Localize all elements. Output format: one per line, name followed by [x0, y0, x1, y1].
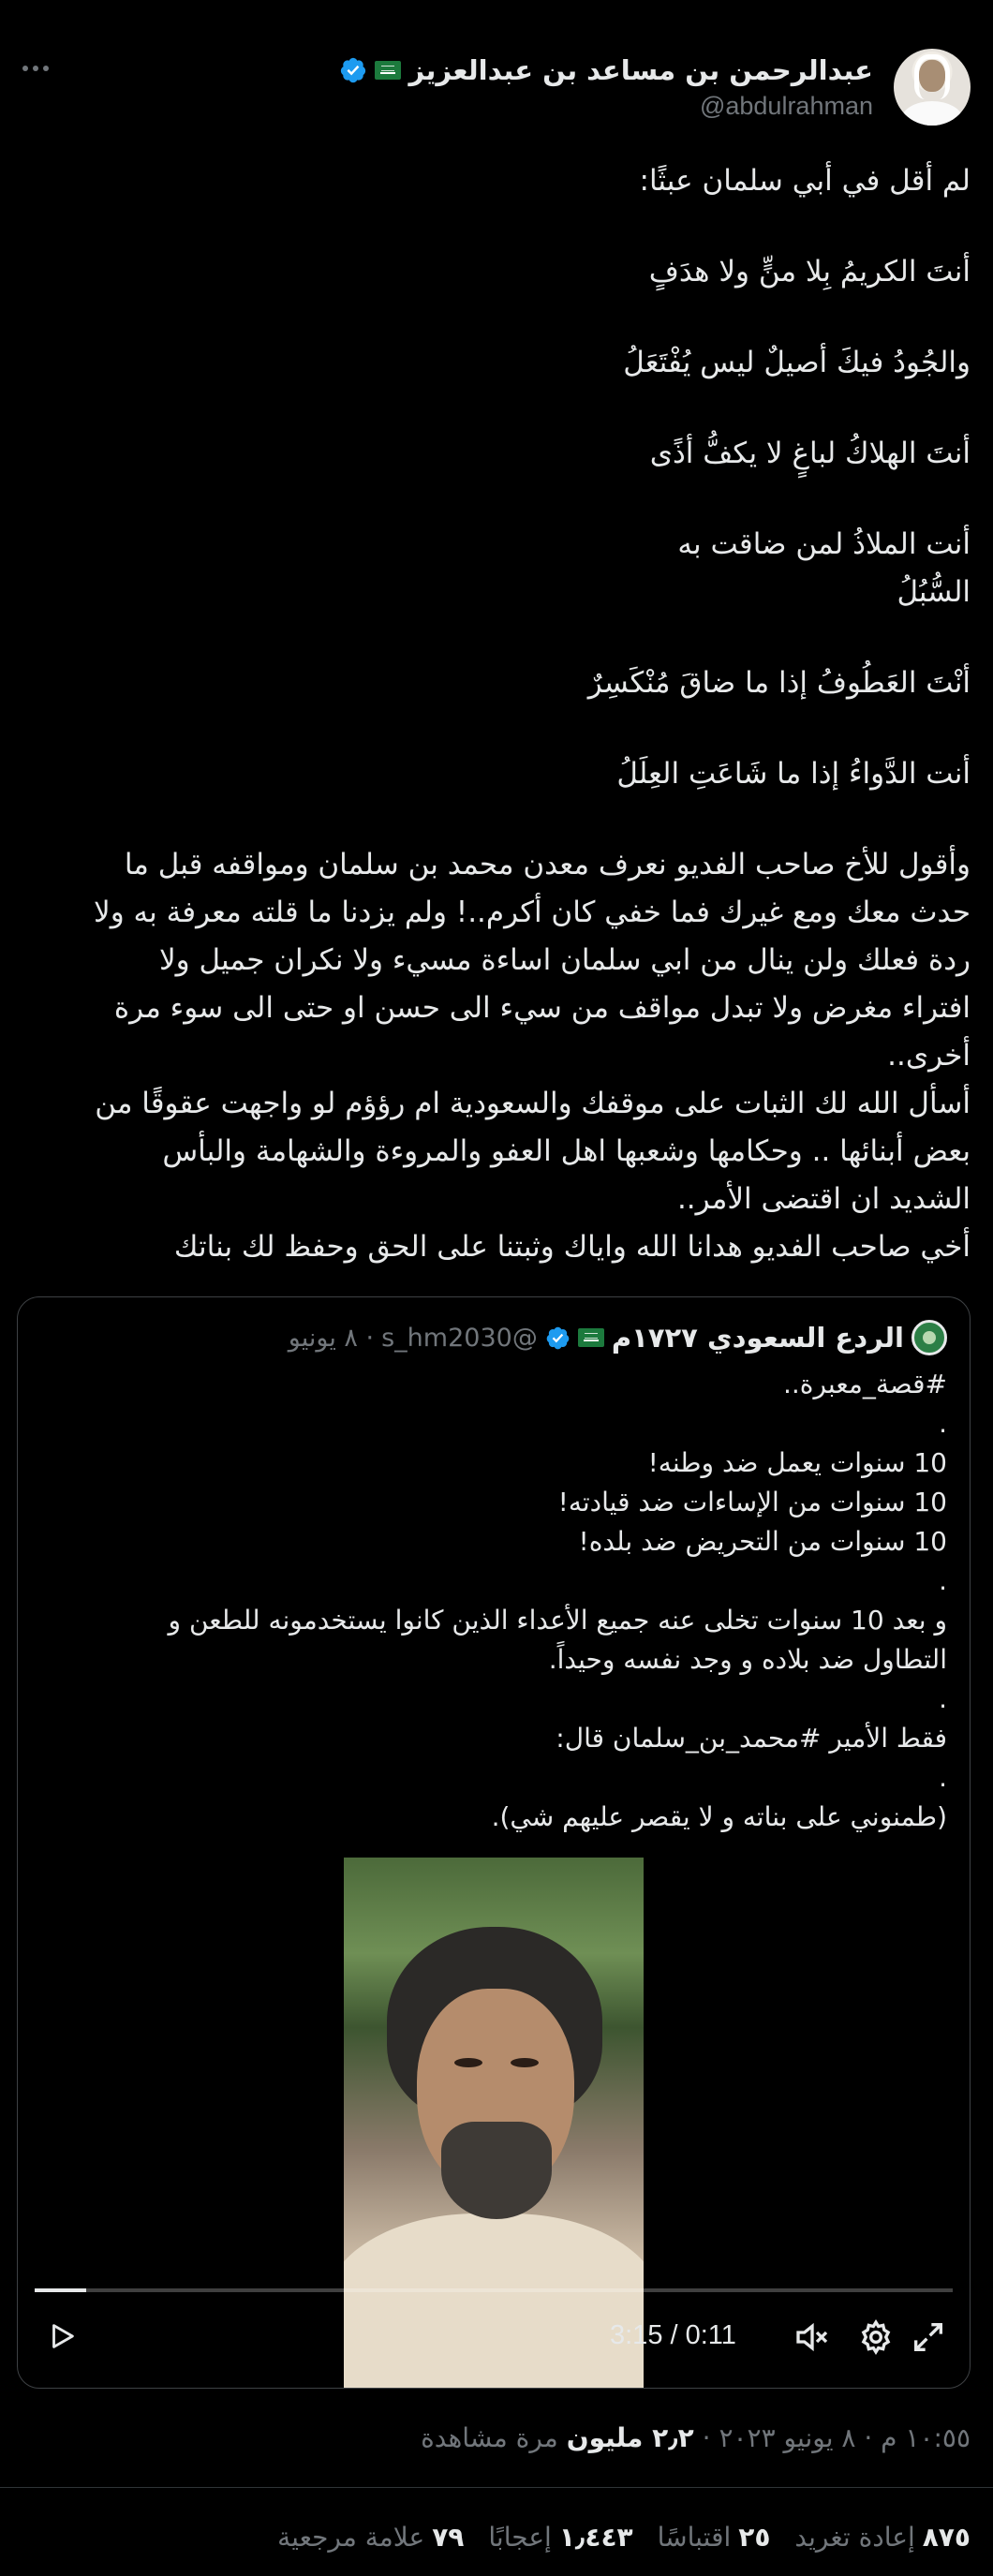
views-count: ٢٫٢ مليون [566, 2422, 694, 2453]
quoted-text-line: و بعد 10 سنوات تخلى عنه جميع الأعداء الذين كانوا يستخدمونه للطعن و [168, 1605, 947, 1636]
tweet-meta: ١٠:٥٥ م · ٨ يونيو ٢٠٢٣ · ٢٫٢ مليون مرة مشاهدة [421, 2422, 971, 2453]
quoted-text-line: 10 سنوات يعمل ضد وطنه! [647, 1447, 947, 1478]
tweet-text-line: لم أقل في أبي سلمان عبثًا: [639, 164, 971, 198]
tweet-text-line [15, 387, 971, 430]
quoted-text-line: . [939, 1762, 947, 1793]
quoted-tweet[interactable] [17, 1296, 971, 2389]
tweet-text-line: حدث معك ومع غيرك فما خفي كان أكرم..! ولم يزدنا ما قلته معرفة به ولا [94, 896, 971, 929]
views-label: مرة مشاهدة [421, 2422, 558, 2453]
video-progress-bar[interactable] [35, 2288, 953, 2292]
settings-gear-icon[interactable] [857, 2318, 895, 2356]
verified-badge-icon [545, 1325, 571, 1351]
tweet-text-line: أنت الملاذُ لمن ضاقت به [677, 527, 971, 561]
divider [0, 2487, 993, 2488]
engagement-stats [277, 2522, 971, 2553]
video-player[interactable] [344, 1858, 644, 2389]
author-name[interactable]: عبدالرحمن بن مساعد بن عبدالعزيز [408, 54, 873, 86]
tweet-text-line: أنت الدَّواءُ إذا ما شَاعَتِ العِلَلُ [616, 757, 971, 791]
quoted-text-line: 10 سنوات من التحريض ضد بلده! [578, 1526, 947, 1557]
fullscreen-icon[interactable] [910, 2318, 947, 2356]
quoted-text-line: (طمنوني على بناته و لا يقصر عليهم شي). [491, 1801, 947, 1832]
quoted-text-line: . [939, 1565, 947, 1596]
tweet-time[interactable]: ١٠:٥٥ م [881, 2422, 971, 2453]
tweet-text-line: أنتَ الكريمُ بِلا منٍّ ولا هدَفٍ [648, 255, 971, 289]
retweets-stat[interactable]: ٨٧٥إعادة تغريد [794, 2522, 971, 2553]
verified-badge-icon [339, 56, 367, 84]
quoted-text-line: 10 سنوات من الإساءات ضد قيادته! [557, 1487, 947, 1517]
quoted-author-handle[interactable]: @s_hm2030 [381, 1323, 538, 1353]
quotes-stat[interactable]: ٢٥اقتباسًا [657, 2522, 771, 2553]
tweet-text-line: والجُودُ فيكَ أصيلٌ ليس يُفْتَعَلُ [623, 346, 971, 379]
tweet-text-line [15, 296, 971, 339]
tweet-text-line: أخرى.. [887, 1039, 971, 1073]
quoted-tweet-header [289, 1320, 947, 1355]
tweet-text-line [15, 616, 971, 659]
likes-stat[interactable]: ١٫٤٤٣إعجابًا [488, 2522, 633, 2553]
quoted-text-line: #قصة_معبرة.. [782, 1369, 947, 1399]
saudi-flag-icon [578, 1328, 604, 1347]
tweet-text-line [15, 798, 971, 841]
video-time: 3:15 / 0:11 [610, 2320, 736, 2350]
tweet-text-line: أسأل الله لك الثبات على موقفك والسعودية ام رؤؤم لو واجهت عقوقًا من [95, 1087, 971, 1120]
quoted-tweet-date[interactable]: · ٨ يونيو [288, 1323, 375, 1353]
tweet-text-line: افتراء مغرض ولا تبدل مواقف من سيء الى حسن او حتى الى سوء مرة [113, 991, 971, 1025]
mute-icon[interactable] [793, 2318, 831, 2356]
tweet-text-line: أنْتَ العَطُوفُ إذا ما ضاقَ مُنْكَسِرٌ [587, 666, 971, 700]
quoted-text-line: التطاول ضد بلاده و وجد نفسه وحيداً. [548, 1644, 947, 1675]
tweet-text [15, 157, 971, 1271]
tweet-text-line: وأقول للأخ صاحب الفديو نعرف معدن محمد بن سلمان ومواقفه قبل ما [124, 848, 971, 881]
quoted-author-name[interactable]: الردع السعودي ١٧٢٧م [611, 1322, 904, 1354]
author-avatar[interactable] [894, 49, 971, 126]
tweet-text-line [15, 707, 971, 750]
video-progress-fill [35, 2288, 86, 2292]
saudi-flag-icon [375, 61, 401, 80]
quoted-tweet-text [38, 1365, 947, 1837]
author-handle[interactable]: @abdulrahman [699, 92, 873, 120]
tweet-text-line: أخي صاحب الفديو هدانا الله واياك وثبتنا على الحق وحفظ لك بناتك [173, 1230, 971, 1264]
play-icon[interactable] [46, 2320, 78, 2352]
quoted-text-line: فقط الأمير #محمد_بن_سلمان قال: [556, 1723, 947, 1754]
tweet-text-line: ردة فعلك ولن ينال من ابي سلمان اساءة مسيء ولا نكران جميل ولا [158, 943, 971, 977]
tweet-text-line: بعض أبنائها .. وحكامها وشعبها اهل العفو والمروءة والشهامة والبأس [162, 1134, 971, 1168]
tweet-text-line: الشديد ان اقتضى الأمر.. [676, 1182, 971, 1216]
more-options-icon[interactable] [17, 54, 54, 82]
tweet-header [0, 49, 993, 133]
quoted-text-line: . [939, 1683, 947, 1714]
tweet-text-line [15, 478, 971, 521]
quoted-text-line: . [939, 1408, 947, 1439]
author-name-line [339, 54, 873, 86]
tweet-text-line: أنتَ الهلاكُ لباغٍ لا يكفُّ أذًى [649, 437, 971, 470]
tweet-date[interactable]: ٨ يونيو ٢٠٢٣ [719, 2422, 856, 2453]
tweet-text-line: السُّبُلُ [897, 575, 971, 609]
tweet-text-line [15, 205, 971, 248]
bookmarks-stat[interactable]: ٧٩علامة مرجعية [277, 2522, 465, 2553]
quoted-author-avatar[interactable] [911, 1320, 947, 1355]
